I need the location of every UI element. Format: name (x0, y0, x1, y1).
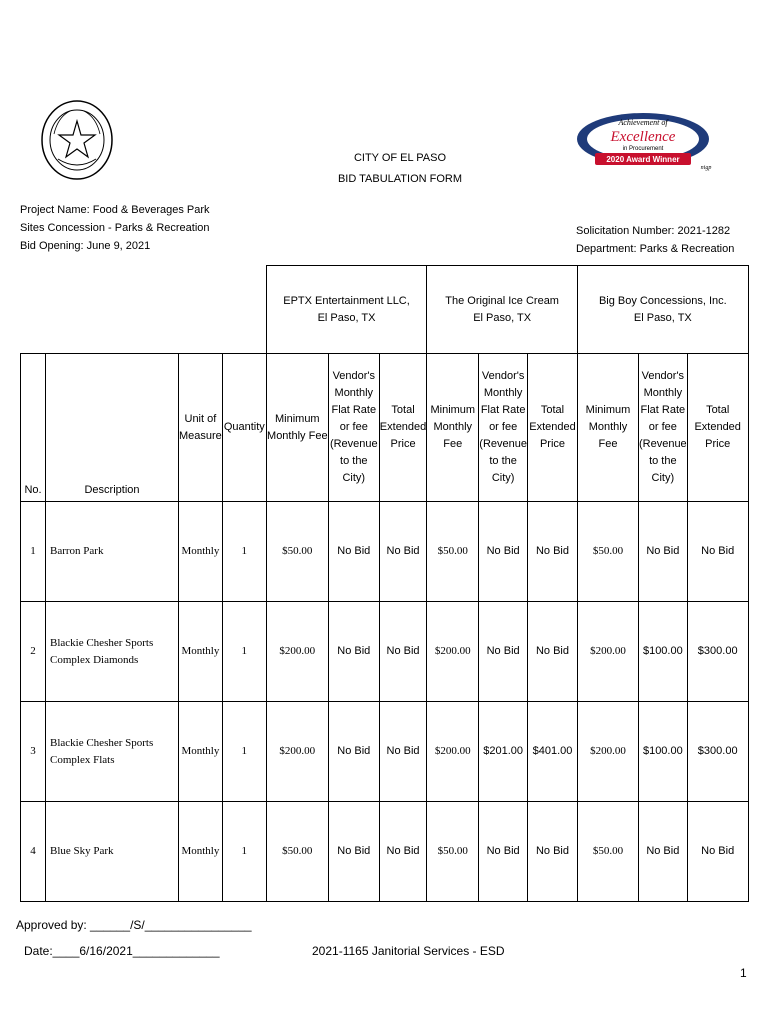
row-unit: Monthly (179, 602, 223, 702)
row-description: Barron Park (46, 502, 179, 602)
row-v2-flat-rate: $201.00 (479, 702, 528, 802)
page-number: 1 (740, 966, 747, 980)
department: Department: Parks & Recreation (576, 243, 735, 255)
row-v3-min-fee: $200.00 (577, 602, 638, 702)
project-subtitle: Sites Concession - Parks & Recreation (20, 222, 210, 234)
vendor-2-city: El Paso, TX (473, 311, 532, 324)
col-unit-header: Unit of Measure (179, 354, 223, 502)
row-v2-min-fee: $50.00 (427, 802, 479, 902)
row-unit: Monthly (179, 802, 223, 902)
row-no: 1 (21, 502, 46, 602)
vendor-header-row (21, 266, 749, 354)
col-description-header: Description (46, 354, 179, 502)
row-v3-flat-rate: $100.00 (638, 602, 687, 702)
svg-text:in Procurement: in Procurement (622, 146, 664, 152)
row-v2-total: $401.00 (527, 702, 577, 802)
col-no-header: No. (21, 354, 46, 502)
row-v2-total: No Bid (527, 802, 577, 902)
col-quantity-header: Quantity (222, 354, 266, 502)
form-title-line1: CITY OF EL PASO (353, 152, 447, 164)
procurement-award-logo (573, 111, 719, 173)
row-v3-total: $300.00 (687, 602, 748, 702)
table-row (21, 802, 749, 902)
row-quantity: 1 (222, 502, 266, 602)
vendor-2-name: The Original Ice Cream (445, 294, 559, 307)
row-unit: Monthly (179, 502, 223, 602)
row-v3-flat-rate: No Bid (638, 502, 687, 602)
row-quantity: 1 (222, 602, 266, 702)
vendor-3-header (577, 266, 748, 354)
city-seal-logo (40, 99, 114, 181)
row-v3-flat-rate: $100.00 (638, 702, 687, 802)
row-v2-min-fee: $200.00 (427, 702, 479, 802)
svg-text:nigp: nigp (700, 165, 712, 171)
vendor-3-city: El Paso, TX (633, 311, 692, 324)
project-name: Project Name: Food & Beverages Park (20, 204, 210, 216)
vendor-2-header (427, 266, 578, 354)
bid-tabulation-table (20, 265, 749, 902)
row-v2-total: No Bid (527, 502, 577, 602)
row-v1-total: No Bid (379, 602, 426, 702)
row-v3-total: $300.00 (687, 702, 748, 802)
row-v1-flat-rate: No Bid (328, 802, 379, 902)
row-v1-total: No Bid (379, 702, 426, 802)
row-no: 4 (21, 802, 46, 902)
row-v3-min-fee: $200.00 (577, 702, 638, 802)
table-row (21, 702, 749, 802)
row-quantity: 1 (222, 802, 266, 902)
row-v2-min-fee: $200.00 (427, 602, 479, 702)
row-v2-flat-rate: No Bid (479, 602, 528, 702)
row-quantity: 1 (222, 702, 266, 802)
approval-date: Date:____6/16/2021_____________ (24, 944, 220, 958)
row-no: 2 (21, 602, 46, 702)
col-v2-min-fee-header: Minimum Monthly Fee (427, 354, 479, 502)
reference-note: 2021-1165 Janitorial Services - ESD (312, 944, 505, 958)
row-v1-flat-rate: No Bid (328, 502, 379, 602)
row-v3-total: No Bid (687, 802, 748, 902)
col-v3-min-fee-header: Minimum Monthly Fee (577, 354, 638, 502)
solicitation-info (576, 222, 734, 258)
vendor-1-name: EPTX Entertainment LLC, (283, 294, 410, 307)
solicitation-number: Solicitation Number: 2021-1282 (576, 225, 731, 237)
col-v1-min-fee-header: Minimum Monthly Fee (266, 354, 328, 502)
row-v2-total: No Bid (527, 602, 577, 702)
row-v1-flat-rate: No Bid (328, 602, 379, 702)
bid-opening: Bid Opening: June 9, 2021 (20, 240, 151, 252)
vendor-1-city: El Paso, TX (317, 311, 376, 324)
row-v3-min-fee: $50.00 (577, 502, 638, 602)
table-row (21, 502, 749, 602)
row-description: Blackie Chesher Sports Complex Flats (46, 702, 179, 802)
row-v1-total: No Bid (379, 802, 426, 902)
row-description: Blackie Chesher Sports Complex Diamonds (46, 602, 179, 702)
col-v3-flat-rate-header: Vendor's Monthly Flat Rate or fee (Revenue to the City) (638, 354, 687, 502)
row-no: 3 (21, 702, 46, 802)
row-v1-total: No Bid (379, 502, 426, 602)
approved-by: Approved by: ______/S/________________ (16, 918, 252, 932)
col-v2-flat-rate-header: Vendor's Monthly Flat Rate or fee (Revenue to the City) (479, 354, 528, 502)
project-info (20, 201, 210, 255)
vendor-1-header (266, 266, 426, 354)
table-row (21, 602, 749, 702)
col-v2-total-header: Total Extended Price (527, 354, 577, 502)
row-v1-flat-rate: No Bid (328, 702, 379, 802)
form-title-line2: BID TABULATION FORM (337, 173, 463, 185)
row-v2-flat-rate: No Bid (479, 502, 528, 602)
row-v1-min-fee: $50.00 (266, 502, 328, 602)
row-v2-flat-rate: No Bid (479, 802, 528, 902)
row-v1-min-fee: $50.00 (266, 802, 328, 902)
svg-text:Achievement of: Achievement of (618, 118, 668, 127)
row-v3-total: No Bid (687, 502, 748, 602)
svg-text:Excellence: Excellence (610, 129, 676, 145)
row-v2-min-fee: $50.00 (427, 502, 479, 602)
col-v1-flat-rate-header: Vendor's Monthly Flat Rate or fee (Revenue to the City) (328, 354, 379, 502)
row-v1-min-fee: $200.00 (266, 702, 328, 802)
svg-text:2020 Award Winner: 2020 Award Winner (606, 155, 680, 164)
row-description: Blue Sky Park (46, 802, 179, 902)
row-v3-flat-rate: No Bid (638, 802, 687, 902)
row-v1-min-fee: $200.00 (266, 602, 328, 702)
col-v3-total-header: Total Extended Price (687, 354, 748, 502)
col-v1-total-header: Total Extended Price (379, 354, 426, 502)
column-header-row (21, 354, 749, 502)
row-v3-min-fee: $50.00 (577, 802, 638, 902)
vendor-3-name: Big Boy Concessions, Inc. (598, 294, 727, 307)
row-unit: Monthly (179, 702, 223, 802)
